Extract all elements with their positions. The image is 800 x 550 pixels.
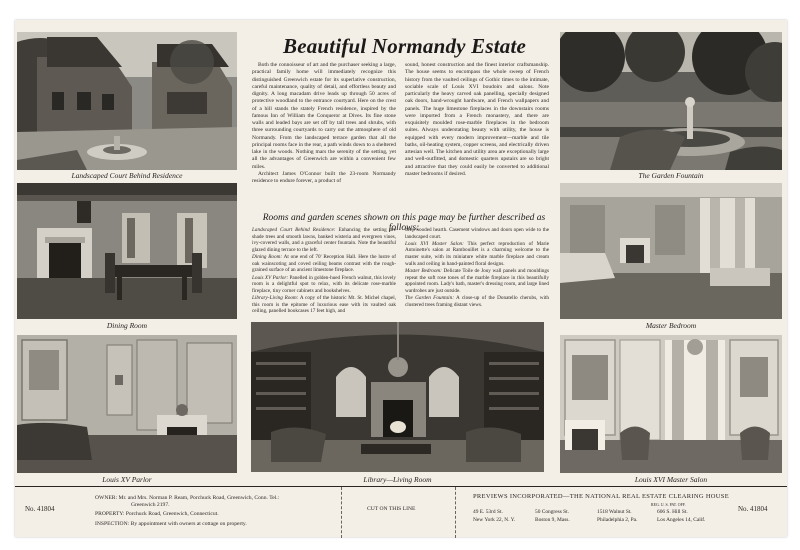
photo-dining-room — [17, 183, 237, 319]
room-name: Louis XV Parlor: — [252, 274, 289, 281]
room-description: deep hooded hearth. Casement windows and doors open wide to the landscaped court. — [405, 227, 549, 240]
cut-line-label: CUT ON THIS LINE — [367, 506, 416, 512]
intro-paragraph: Architect James O'Connor built the 23-room Normandy residence to endure forever, a product of — [252, 170, 396, 184]
property-info: PROPERTY: Porchuck Road, Greenwich, Connecticut. — [95, 511, 219, 517]
room-description: Library-Living Room: A copy of the historic Mt. St. Michel chapel, this room is the epitome of luxurious ease with its vaulted oak ceiling, panelled bookcases 17 feet high, and — [252, 295, 396, 315]
room-description: Louis XVI Master Salon: This perfect reproduction of Marie Antoinette's salon at Rambouillet is a charming welcome to the master suite, with its miniature white marble fireplace and cream walls and ceiling in hand-painted floral designs. — [405, 240, 549, 267]
intro-column-left — [252, 62, 396, 185]
office-address: 50 Congress St. Boston 9, Mass. — [535, 509, 570, 523]
room-name: Louis XVI Master Salon: — [405, 240, 464, 247]
room-name: Landscaped Court Behind Residence: — [252, 227, 336, 233]
listing-number-left: No. 41804 — [25, 505, 55, 513]
room-description: The Garden Fountain: A close-up of the Donatello cherubs, with clustered trees framing distant views. — [405, 295, 549, 308]
office-address: 606 S. Hill St. Los Angeles 14, Calif. — [657, 509, 706, 523]
caption-landscaped-court: Landscaped Court Behind Residence — [71, 171, 183, 180]
room-description: Louis XV Parlor: Panelled in golden-hued French walnut, this lovely room is a delightful spot to relax, with its delicate rose-marble fireplace, tiny corner cabinets and bookshelves. — [252, 274, 397, 294]
caption-master-bedroom: Master Bedroom — [645, 321, 697, 330]
photo-master-bedroom — [560, 183, 782, 319]
room-name: The Garden Fountain: — [405, 295, 454, 302]
listing-footer — [15, 486, 787, 538]
rooms-column-right — [405, 227, 549, 309]
rooms-column-left — [252, 227, 396, 316]
room-description: Dining Room: At one end of 70' Reception Hall. Here the lustre of oak wainscoting and coved ceiling beams contrast with the rough-grained surface of an ancient limestone fireplace. — [252, 254, 396, 274]
rooms-heading: Rooms and garden scenes shown on this page may be further described as follows: — [262, 213, 546, 233]
intro-column-right — [405, 62, 549, 178]
caption-library-living-room: Library—Living Room — [363, 475, 432, 484]
room-name: Master Bedroom: — [405, 267, 442, 274]
owner-info: OWNER: Mr. and Mrs. Norman P. Ream, Porchuck Road, Greenwich, Conn. Tel.: — [95, 495, 280, 501]
room-name: Dining Room: — [252, 254, 283, 261]
page-title: Beautiful Normandy Estate — [282, 34, 527, 58]
cut-line-left — [341, 487, 342, 538]
photo-louis-xvi-master-salon — [560, 335, 782, 473]
room-name: Library-Living Room: — [252, 295, 299, 302]
photo-library-living-room — [251, 322, 544, 472]
caption-garden-fountain: The Garden Fountain — [638, 171, 704, 180]
owner-phone: Greenwich 2197. — [131, 502, 170, 508]
photo-garden-fountain — [560, 32, 782, 170]
caption-louis-xvi-master-salon: Louis XVI Master Salon — [634, 475, 708, 484]
trademark: REG. U. S. PAT. OFF. — [651, 503, 686, 507]
inspection-info: INSPECTION: By appointment with owners at cottage on property. — [95, 521, 247, 527]
cut-line-right — [455, 487, 456, 538]
room-description: Landscaped Court Behind Residence: Enhancing the setting are shade trees and smooth lawns, banked wisteria and evergreen vines, ivy-covered walls, and a graceful center fountain. Note the beautiful glazed dining terrace to the left. — [252, 227, 396, 253]
caption-dining-room: Dining Room — [106, 321, 148, 330]
intro-paragraph: Both the connoisseur of art and the purchaser seeking a large, practical family home will immediately recognize this distinguished Greenwich estate for its superlative construction, careful maintenance, quality of detail, and effortless beauty and dignity. A long macadam drive leads up through 50 acres of protective woodland to the entrance courtyard. Here on the crest of a hill stands the stately French residence, inspired by the famous Inn of William the Conqueror at Dives. Its fine stone walls and leaded bays are set off by tall trees and shrubs, with three surrounding courtyards to carry out the atmosphere of old Normandy. From the landscaped terrace garden that all the principal rooms face in the rear, a path winds down to a sheltered lake in the woods. Nothing mars the serenity of the setting, yet all the advantages of Greenwich are within a convenient few miles. — [252, 62, 396, 170]
listing-number-right: No. 41804 — [738, 505, 768, 513]
photo-louis-xv-parlor — [17, 335, 237, 473]
photo-landscaped-court — [17, 32, 237, 170]
caption-louis-xv-parlor: Louis XV Parlor — [102, 475, 152, 484]
intro-paragraph: sound, honest construction and the finest interior craftsmanship. The house seems to encompass the whole sweep of French history from the vaulted ceilings of Gothic times to the intimate, sociable scale of Louis XVI boudoirs and salons. Note particularly the heavy carved oak panelling, specially designed oak doors, hand-wrought hardware, and French wallpapers and panels. The huge limestone fireplaces in the downstairs rooms were imported from a French monastery, and there are exquisitely moulded rose-marble fireplaces in the bedroom suites. Always understating beauty with utility, the house is equipped with every modern improvement—marble and tile baths, oil-heating system, copper screens, and electrically driven artesian well. The kitchen and utility area are exceptionally large and well-outfitted, and domestic quarters upstairs are so bright and attractive that they could easily be converted to additional master bedrooms if desired. — [405, 62, 549, 177]
company-name: PREVIEWS INCORPORATED—THE NATIONAL REAL ESTATE CLEARING HOUSE — [473, 493, 729, 500]
office-address: 1518 Walnut St. Philadelphia 2, Pa. — [597, 509, 638, 523]
room-description: Master Bedroom: Delicate Toile de Jouy wall panels and mouldings repeat the soft rose tones of the marble fireplace in this beautifully appointed room. Lady's bath, master's dressing room, and large lined wardrobes are just outside. — [405, 267, 550, 294]
office-address: 49 E. 53rd St. New York 22, N. Y. — [473, 509, 516, 523]
